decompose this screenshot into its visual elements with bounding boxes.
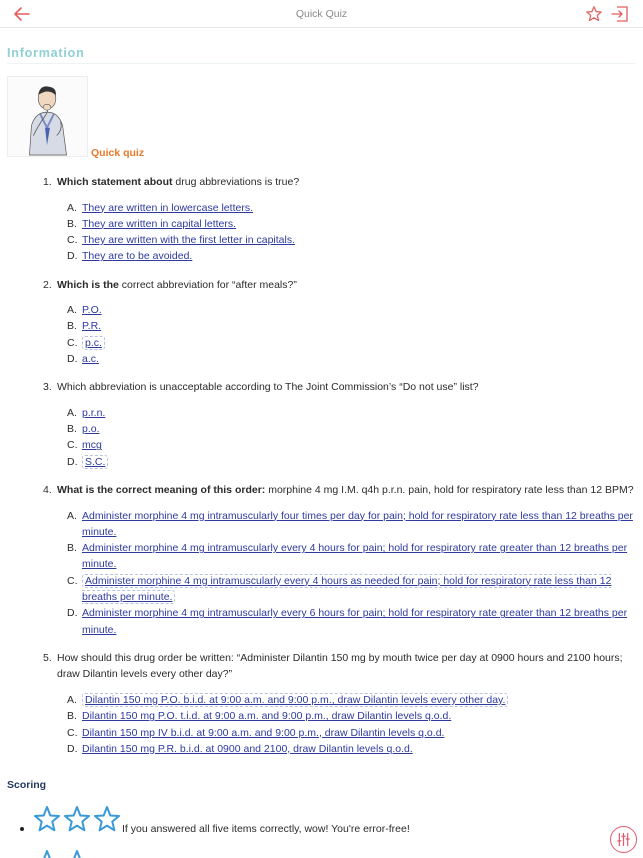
answer-letter: C. xyxy=(67,726,78,739)
question-5 xyxy=(43,650,637,757)
answer-letter: B. xyxy=(67,542,77,555)
answer-item xyxy=(67,318,637,334)
answer-list xyxy=(67,508,637,638)
answer-list xyxy=(67,692,637,757)
answer-item xyxy=(67,302,637,318)
answer-item xyxy=(67,232,637,248)
answer-letter: C. xyxy=(67,574,78,587)
answer-item xyxy=(67,725,637,741)
top-bar xyxy=(0,0,643,28)
answer-letter: C. xyxy=(67,234,78,247)
answer-letter: B. xyxy=(67,217,77,230)
thinking-person-illustration xyxy=(7,76,88,157)
answer-link[interactable]: Administer morphine 4 mg intramuscularly every 6 hours for pain; hold for respiratory rate greater than 12 breaths per minute. xyxy=(82,607,628,636)
question-1 xyxy=(43,174,637,265)
answer-letter: C. xyxy=(67,439,78,452)
question-number: 5. xyxy=(43,651,52,664)
answer-letter: A. xyxy=(67,406,77,419)
score-item-2-stars xyxy=(20,848,220,858)
question-number: 4. xyxy=(43,484,52,497)
question-text: How should this drug order be written: “Administer Dilantin 150 mg by mouth twice per day at 0900 hours and 2100 hours; draw Dilantin levels every other day?” xyxy=(57,651,623,681)
answer-item xyxy=(67,248,637,264)
answer-letter: C. xyxy=(67,336,78,349)
answer-link[interactable]: Dilantin 150 mp IV b.i.d. at 9:00 a.m. and 9:00 p.m., draw Dilantin levels q.o.d. xyxy=(82,726,445,739)
answer-link[interactable]: P.O. xyxy=(82,304,102,317)
tools-sliders-icon[interactable] xyxy=(610,826,637,853)
answer-letter: D. xyxy=(67,353,78,366)
answer-item xyxy=(67,741,637,757)
answer-letter: B. xyxy=(67,320,77,333)
answer-link[interactable]: P.R. xyxy=(82,320,102,333)
question-bold-text: What is the correct meaning of this order: xyxy=(57,484,266,497)
answer-link[interactable]: Dilantin 150 mg P.R. b.i.d. at 0900 and 2100, draw Dilantin levels q.o.d. xyxy=(82,742,413,755)
question-number: 1. xyxy=(43,176,52,188)
question-number: 3. xyxy=(43,381,52,394)
answer-list xyxy=(67,200,637,265)
answer-item xyxy=(67,692,637,708)
answer-item xyxy=(67,335,637,351)
answer-letter: A. xyxy=(67,693,77,706)
answer-item xyxy=(67,573,637,606)
exit-icon[interactable] xyxy=(610,5,630,23)
answer-item xyxy=(67,605,637,638)
answer-item xyxy=(67,216,637,232)
section-divider xyxy=(7,63,636,64)
answer-letter: D. xyxy=(67,455,78,468)
answer-letter: D. xyxy=(67,250,78,263)
question-text: drug abbreviations is true? xyxy=(172,176,300,188)
answer-link[interactable]: a.c. xyxy=(82,353,99,366)
answer-link[interactable]: They are written with the first letter in capitals. xyxy=(82,234,295,247)
answer-letter: D. xyxy=(67,607,78,620)
answer-letter: B. xyxy=(67,710,77,723)
answer-link[interactable]: mcg xyxy=(82,439,102,452)
question-number: 2. xyxy=(43,278,52,291)
answer-link[interactable]: They are written in capital letters. xyxy=(82,217,237,230)
score-item-3-stars xyxy=(20,804,620,844)
answer-item xyxy=(67,508,637,541)
answer-item xyxy=(67,421,637,437)
answer-item xyxy=(67,405,637,421)
answer-letter: D. xyxy=(67,742,78,755)
answer-link[interactable]: Dilantin 150 mg P.O. b.i.d. at 9:00 a.m. and 9:00 p.m., draw Dilantin levels every other day. xyxy=(82,693,508,707)
answer-link[interactable]: Dilantin 150 mg P.O. t.i.d. at 9:00 a.m. and 9:00 p.m., draw Dilantin levels q.o.d. xyxy=(82,710,452,723)
answer-item xyxy=(67,708,637,724)
page-title: Quick Quiz xyxy=(295,8,348,20)
answer-link[interactable]: Administer morphine 4 mg intramuscularly four times per day for pain; hold for respiratory rate less than 12 breaths per minute. xyxy=(82,509,633,538)
question-4 xyxy=(43,482,637,638)
answer-link[interactable]: S.C. xyxy=(82,455,108,469)
answer-letter: A. xyxy=(67,201,77,214)
answer-letter: B. xyxy=(67,423,77,436)
answer-link[interactable]: Administer morphine 4 mg intramuscularly every 4 hours for pain; hold for respiratory rate greater than 12 breaths per minute. xyxy=(82,542,628,571)
answer-link[interactable]: They are written in lowercase letters. xyxy=(82,201,253,214)
answer-letter: A. xyxy=(67,304,77,317)
question-text: correct abbreviation for “after meals?” xyxy=(118,278,297,291)
content-area[interactable] xyxy=(0,28,643,858)
bookmark-star-icon[interactable] xyxy=(585,5,603,23)
question-2 xyxy=(43,277,637,368)
quiz-heading: Quick quiz xyxy=(91,147,145,159)
question-bold-text: Which is the xyxy=(57,278,119,291)
answer-list xyxy=(67,302,637,367)
answer-item xyxy=(67,454,637,470)
question-text: Which abbreviation is unacceptable according to The Joint Commission’s “Do not use” list? xyxy=(57,381,479,394)
answer-list xyxy=(67,405,637,470)
answer-item xyxy=(67,437,637,453)
question-text: morphine 4 mg I.M. q4h p.r.n. pain, hold for respiratory rate less than 12 BPM? xyxy=(265,484,634,497)
answer-item xyxy=(67,351,637,367)
answer-link[interactable]: p.c. xyxy=(82,336,105,350)
answer-link[interactable]: p.r.n. xyxy=(82,406,106,419)
three-stars-icon xyxy=(32,804,122,836)
two-stars-icon xyxy=(32,848,94,858)
answer-item xyxy=(67,200,637,216)
answer-link[interactable]: Administer morphine 4 mg intramuscularly every 4 hours as needed for pain; hold for respiratory rate less than 12 breaths per minute. xyxy=(82,574,612,604)
question-bold-text: Which statement about xyxy=(57,176,173,188)
answer-link[interactable]: They are to be avoided. xyxy=(82,250,193,263)
scoring-title: Scoring xyxy=(7,779,47,791)
score-description: If you answered all five items correctly, wow! You're error-free! xyxy=(122,823,410,835)
answer-item xyxy=(67,540,637,573)
question-3 xyxy=(43,379,637,470)
section-title: Information xyxy=(7,46,85,60)
bullet xyxy=(20,827,24,831)
answer-link[interactable]: p.o. xyxy=(82,423,100,436)
answer-letter: A. xyxy=(67,509,77,522)
question-list xyxy=(43,174,637,769)
